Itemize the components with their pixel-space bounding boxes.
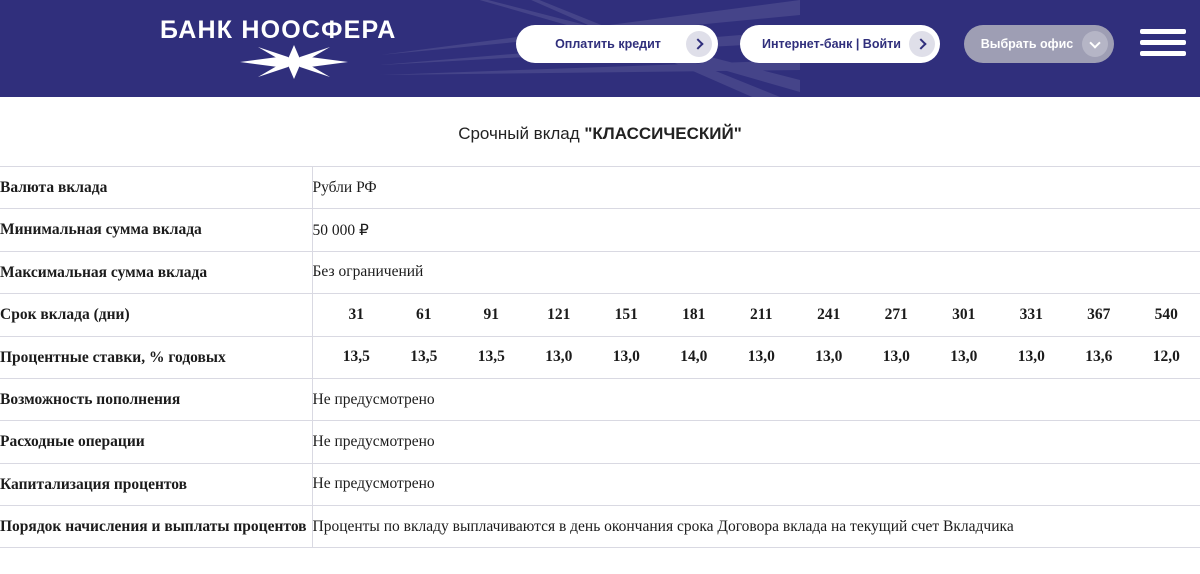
term-value: 31 — [348, 305, 364, 323]
table-row — [0, 209, 1200, 251]
table-row-terms — [0, 294, 1200, 336]
rate-value: 13,0 — [882, 348, 910, 366]
page-title — [0, 124, 1200, 144]
term-value: 121 — [547, 305, 571, 323]
row-label: Процентные ставки, % годовых — [0, 336, 312, 378]
internet-bank-login-button[interactable] — [740, 25, 940, 63]
row-label: Максимальная сумма вклада — [0, 251, 312, 293]
chevron-right-icon — [909, 31, 935, 57]
term-value: 91 — [483, 305, 499, 323]
deposit-conditions-table — [0, 166, 1200, 548]
row-label: Срок вклада (дни) — [0, 294, 312, 336]
table-row — [0, 463, 1200, 505]
table-row — [0, 378, 1200, 420]
rate-value: 13,0 — [545, 348, 573, 366]
pay-credit-button[interactable] — [516, 25, 718, 63]
row-value: Не предусмотрено — [312, 475, 435, 493]
table-row — [0, 506, 1200, 548]
rate-value: 13,0 — [612, 348, 640, 366]
table-row — [0, 421, 1200, 463]
term-value: 331 — [1019, 305, 1043, 323]
rate-value: 13,6 — [1085, 348, 1113, 366]
row-label: Порядок начисления и выплаты процентов — [0, 506, 312, 548]
term-value: 211 — [750, 305, 773, 323]
term-value: 151 — [614, 305, 638, 323]
row-value: Не предусмотрено — [312, 432, 435, 450]
row-label: Минимальная сумма вклада — [0, 209, 312, 251]
chevron-right-icon — [686, 31, 712, 57]
page-title-bold: "КЛАССИЧЕСКИЙ" — [584, 124, 742, 143]
row-label: Капитализация процентов — [0, 463, 312, 505]
select-office-button[interactable] — [964, 25, 1114, 63]
rate-value: 14,0 — [680, 348, 708, 366]
table-row — [0, 251, 1200, 293]
term-value: 181 — [682, 305, 706, 323]
row-value: Без ограничений — [312, 263, 424, 281]
logo-text: БАНК НООСФЕРА — [160, 16, 397, 44]
rate-value: 13,0 — [1017, 348, 1045, 366]
row-value — [312, 294, 1200, 336]
star-emblem-icon — [238, 43, 350, 81]
chevron-down-icon — [1082, 31, 1108, 57]
rate-value: 13,5 — [342, 348, 370, 366]
bank-logo[interactable] — [160, 16, 400, 82]
row-label: Валюта вклада — [0, 167, 312, 209]
term-value: 367 — [1087, 305, 1111, 323]
select-office-label: Выбрать офис — [980, 37, 1074, 51]
term-value: 61 — [416, 305, 432, 323]
internet-bank-label: Интернет-банк | Войти — [762, 37, 901, 51]
rate-value: 12,0 — [1152, 348, 1180, 366]
rate-value: 13,0 — [747, 348, 775, 366]
table-row — [0, 167, 1200, 209]
hamburger-menu-icon[interactable] — [1140, 29, 1186, 61]
site-header — [0, 0, 1200, 97]
term-value: 301 — [952, 305, 976, 323]
row-value: Не предусмотрено — [312, 390, 435, 408]
rates-list — [313, 348, 1200, 366]
pay-credit-label: Оплатить кредит — [555, 37, 661, 51]
row-value: Рубли РФ — [312, 178, 377, 196]
term-value: 241 — [817, 305, 841, 323]
terms-list — [313, 306, 1200, 324]
rate-value: 13,0 — [815, 348, 843, 366]
term-value: 271 — [884, 305, 908, 323]
row-value: 50 000 ₽ — [312, 221, 369, 239]
rate-value: 13,0 — [950, 348, 978, 366]
rate-value: 13,5 — [477, 348, 505, 366]
row-value — [312, 336, 1200, 378]
row-label: Расходные операции — [0, 421, 312, 463]
table-row-rates — [0, 336, 1200, 378]
term-value: 540 — [1154, 305, 1178, 323]
rate-value: 13,5 — [410, 348, 438, 366]
row-value: Проценты по вкладу выплачиваются в день окончания срока Договора вклада на текущий счет Вкладчика — [312, 517, 1014, 535]
main-content — [0, 124, 1200, 548]
row-label: Возможность пополнения — [0, 378, 312, 420]
page-title-prefix: Срочный вклад — [458, 124, 585, 143]
